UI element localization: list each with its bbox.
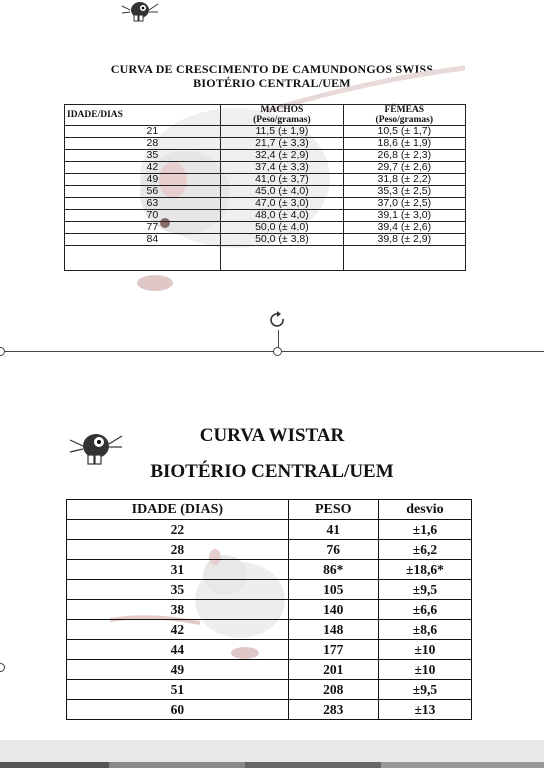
- table-row: [67, 640, 472, 660]
- resize-handle-left-lower[interactable]: [0, 663, 5, 672]
- cell-age: 70: [65, 210, 221, 222]
- cell-weight: 76: [288, 540, 378, 560]
- resize-handle-left[interactable]: [0, 347, 5, 356]
- table-row: [67, 580, 472, 600]
- cell-age: 49: [65, 174, 221, 186]
- cell-males: 50,0 (± 4,0): [221, 222, 343, 234]
- bottom-toolbar: [0, 740, 544, 768]
- table-row: [65, 210, 466, 222]
- cell-deviation: ±1,6: [378, 520, 471, 540]
- table-row: [65, 234, 466, 246]
- cell-empty: [343, 246, 465, 271]
- cell-age: 84: [65, 234, 221, 246]
- table-row: [65, 126, 466, 138]
- cell-deviation: ±6,2: [378, 540, 471, 560]
- cell-age: 38: [67, 600, 289, 620]
- cell-age: 51: [67, 680, 289, 700]
- header-males-unit: (Peso/gramas): [253, 115, 311, 125]
- table-row: [65, 138, 466, 150]
- cell-weight: 201: [288, 660, 378, 680]
- cell-age: 77: [65, 222, 221, 234]
- cell-weight: 140: [288, 600, 378, 620]
- header-females: [343, 105, 465, 126]
- header-deviation: desvio: [378, 500, 471, 520]
- cell-age: 44: [67, 640, 289, 660]
- cell-weight: 283: [288, 700, 378, 720]
- cell-females: 39,8 (± 2,9): [343, 234, 465, 246]
- cell-females: 39,4 (± 2,6): [343, 222, 465, 234]
- header-weight: PESO: [288, 500, 378, 520]
- table-row: [67, 520, 472, 540]
- table-row: [67, 560, 472, 580]
- cell-females: 18,6 (± 1,9): [343, 138, 465, 150]
- cell-age: 21: [65, 126, 221, 138]
- cell-age: 28: [67, 540, 289, 560]
- cell-females: 26,8 (± 2,3): [343, 150, 465, 162]
- cell-males: 37,4 (± 3,3): [221, 162, 343, 174]
- cell-females: 10,5 (± 1,7): [343, 126, 465, 138]
- cell-males: 21,7 (± 3,3): [221, 138, 343, 150]
- table-row: [65, 150, 466, 162]
- table-header-row: [65, 105, 466, 126]
- table-row: [65, 222, 466, 234]
- table-row: [67, 540, 472, 560]
- resize-handle-middle[interactable]: [273, 347, 282, 356]
- cell-males: 48,0 (± 4,0): [221, 210, 343, 222]
- cell-deviation: ±13: [378, 700, 471, 720]
- cell-deviation: ±10: [378, 660, 471, 680]
- cell-age: 28: [65, 138, 221, 150]
- cell-males: 41,0 (± 3,7): [221, 174, 343, 186]
- table-row: [67, 680, 472, 700]
- cell-deviation: ±9,5: [378, 680, 471, 700]
- swiss-growth-table: [64, 104, 466, 271]
- cell-deviation: ±10: [378, 640, 471, 660]
- header-age: IDADE/DIAS: [65, 105, 221, 126]
- cell-age: 31: [67, 560, 289, 580]
- cell-age: 56: [65, 186, 221, 198]
- cell-females: 35,3 (± 2,5): [343, 186, 465, 198]
- cell-females: 37,0 (± 2,5): [343, 198, 465, 210]
- cell-age: 35: [65, 150, 221, 162]
- cell-weight: 177: [288, 640, 378, 660]
- cell-age: 35: [67, 580, 289, 600]
- cell-males: 45,0 (± 4,0): [221, 186, 343, 198]
- table1-title-line1: CURVA DE CRESCIMENTO DE CAMUNDONGOS SWISS: [110, 62, 434, 76]
- header-males-label: MACHOS: [260, 105, 304, 115]
- table1-title-line2: BIOTÉRIO CENTRAL/UEM: [193, 76, 351, 90]
- cell-age: 49: [67, 660, 289, 680]
- cell-age: 42: [65, 162, 221, 174]
- table-row: [67, 700, 472, 720]
- cell-age: 60: [67, 700, 289, 720]
- cell-deviation: ±8,6: [378, 620, 471, 640]
- cell-males: 47,0 (± 3,0): [221, 198, 343, 210]
- cell-age: 42: [67, 620, 289, 640]
- cell-age: 63: [65, 198, 221, 210]
- cell-deviation: ±18,6*: [378, 560, 471, 580]
- table-row: [65, 162, 466, 174]
- table2-title-line2: BIOTÉRIO CENTRAL/UEM: [150, 461, 394, 482]
- cell-weight: 86*: [288, 560, 378, 580]
- cell-females: 39,1 (± 3,0): [343, 210, 465, 222]
- cell-weight: 41: [288, 520, 378, 540]
- frame-divider-line: [0, 351, 544, 352]
- header-age: IDADE (DIAS): [67, 500, 289, 520]
- cell-females: 29,7 (± 2,6): [343, 162, 465, 174]
- table-row: [65, 174, 466, 186]
- cell-age: 22: [67, 520, 289, 540]
- cell-empty: [221, 246, 343, 271]
- table-row-empty: [65, 246, 466, 271]
- header-females-label: FÊMEAS: [384, 105, 425, 115]
- table-row: [67, 660, 472, 680]
- cell-males: 50,0 (± 3,8): [221, 234, 343, 246]
- cell-males: 11,5 (± 1,9): [221, 126, 343, 138]
- cartoon-mouse-icon: [120, 0, 160, 26]
- cell-weight: 105: [288, 580, 378, 600]
- rotate-handle-icon[interactable]: [268, 310, 288, 330]
- cell-deviation: ±6,6: [378, 600, 471, 620]
- cell-deviation: ±9,5: [378, 580, 471, 600]
- table2-title-line1: CURVA WISTAR: [199, 425, 345, 446]
- cell-males: 32,4 (± 2,9): [221, 150, 343, 162]
- cell-females: 31,8 (± 2,2): [343, 174, 465, 186]
- table-row: [67, 620, 472, 640]
- table-row: [65, 198, 466, 210]
- table-row: [67, 600, 472, 620]
- cell-empty: [65, 246, 221, 271]
- header-males: [221, 105, 343, 126]
- cell-weight: 148: [288, 620, 378, 640]
- cell-weight: 208: [288, 680, 378, 700]
- table-row: [65, 186, 466, 198]
- header-females-unit: (Peso/gramas): [375, 115, 434, 125]
- wistar-growth-table: [66, 499, 472, 720]
- table-header-row: [67, 500, 472, 520]
